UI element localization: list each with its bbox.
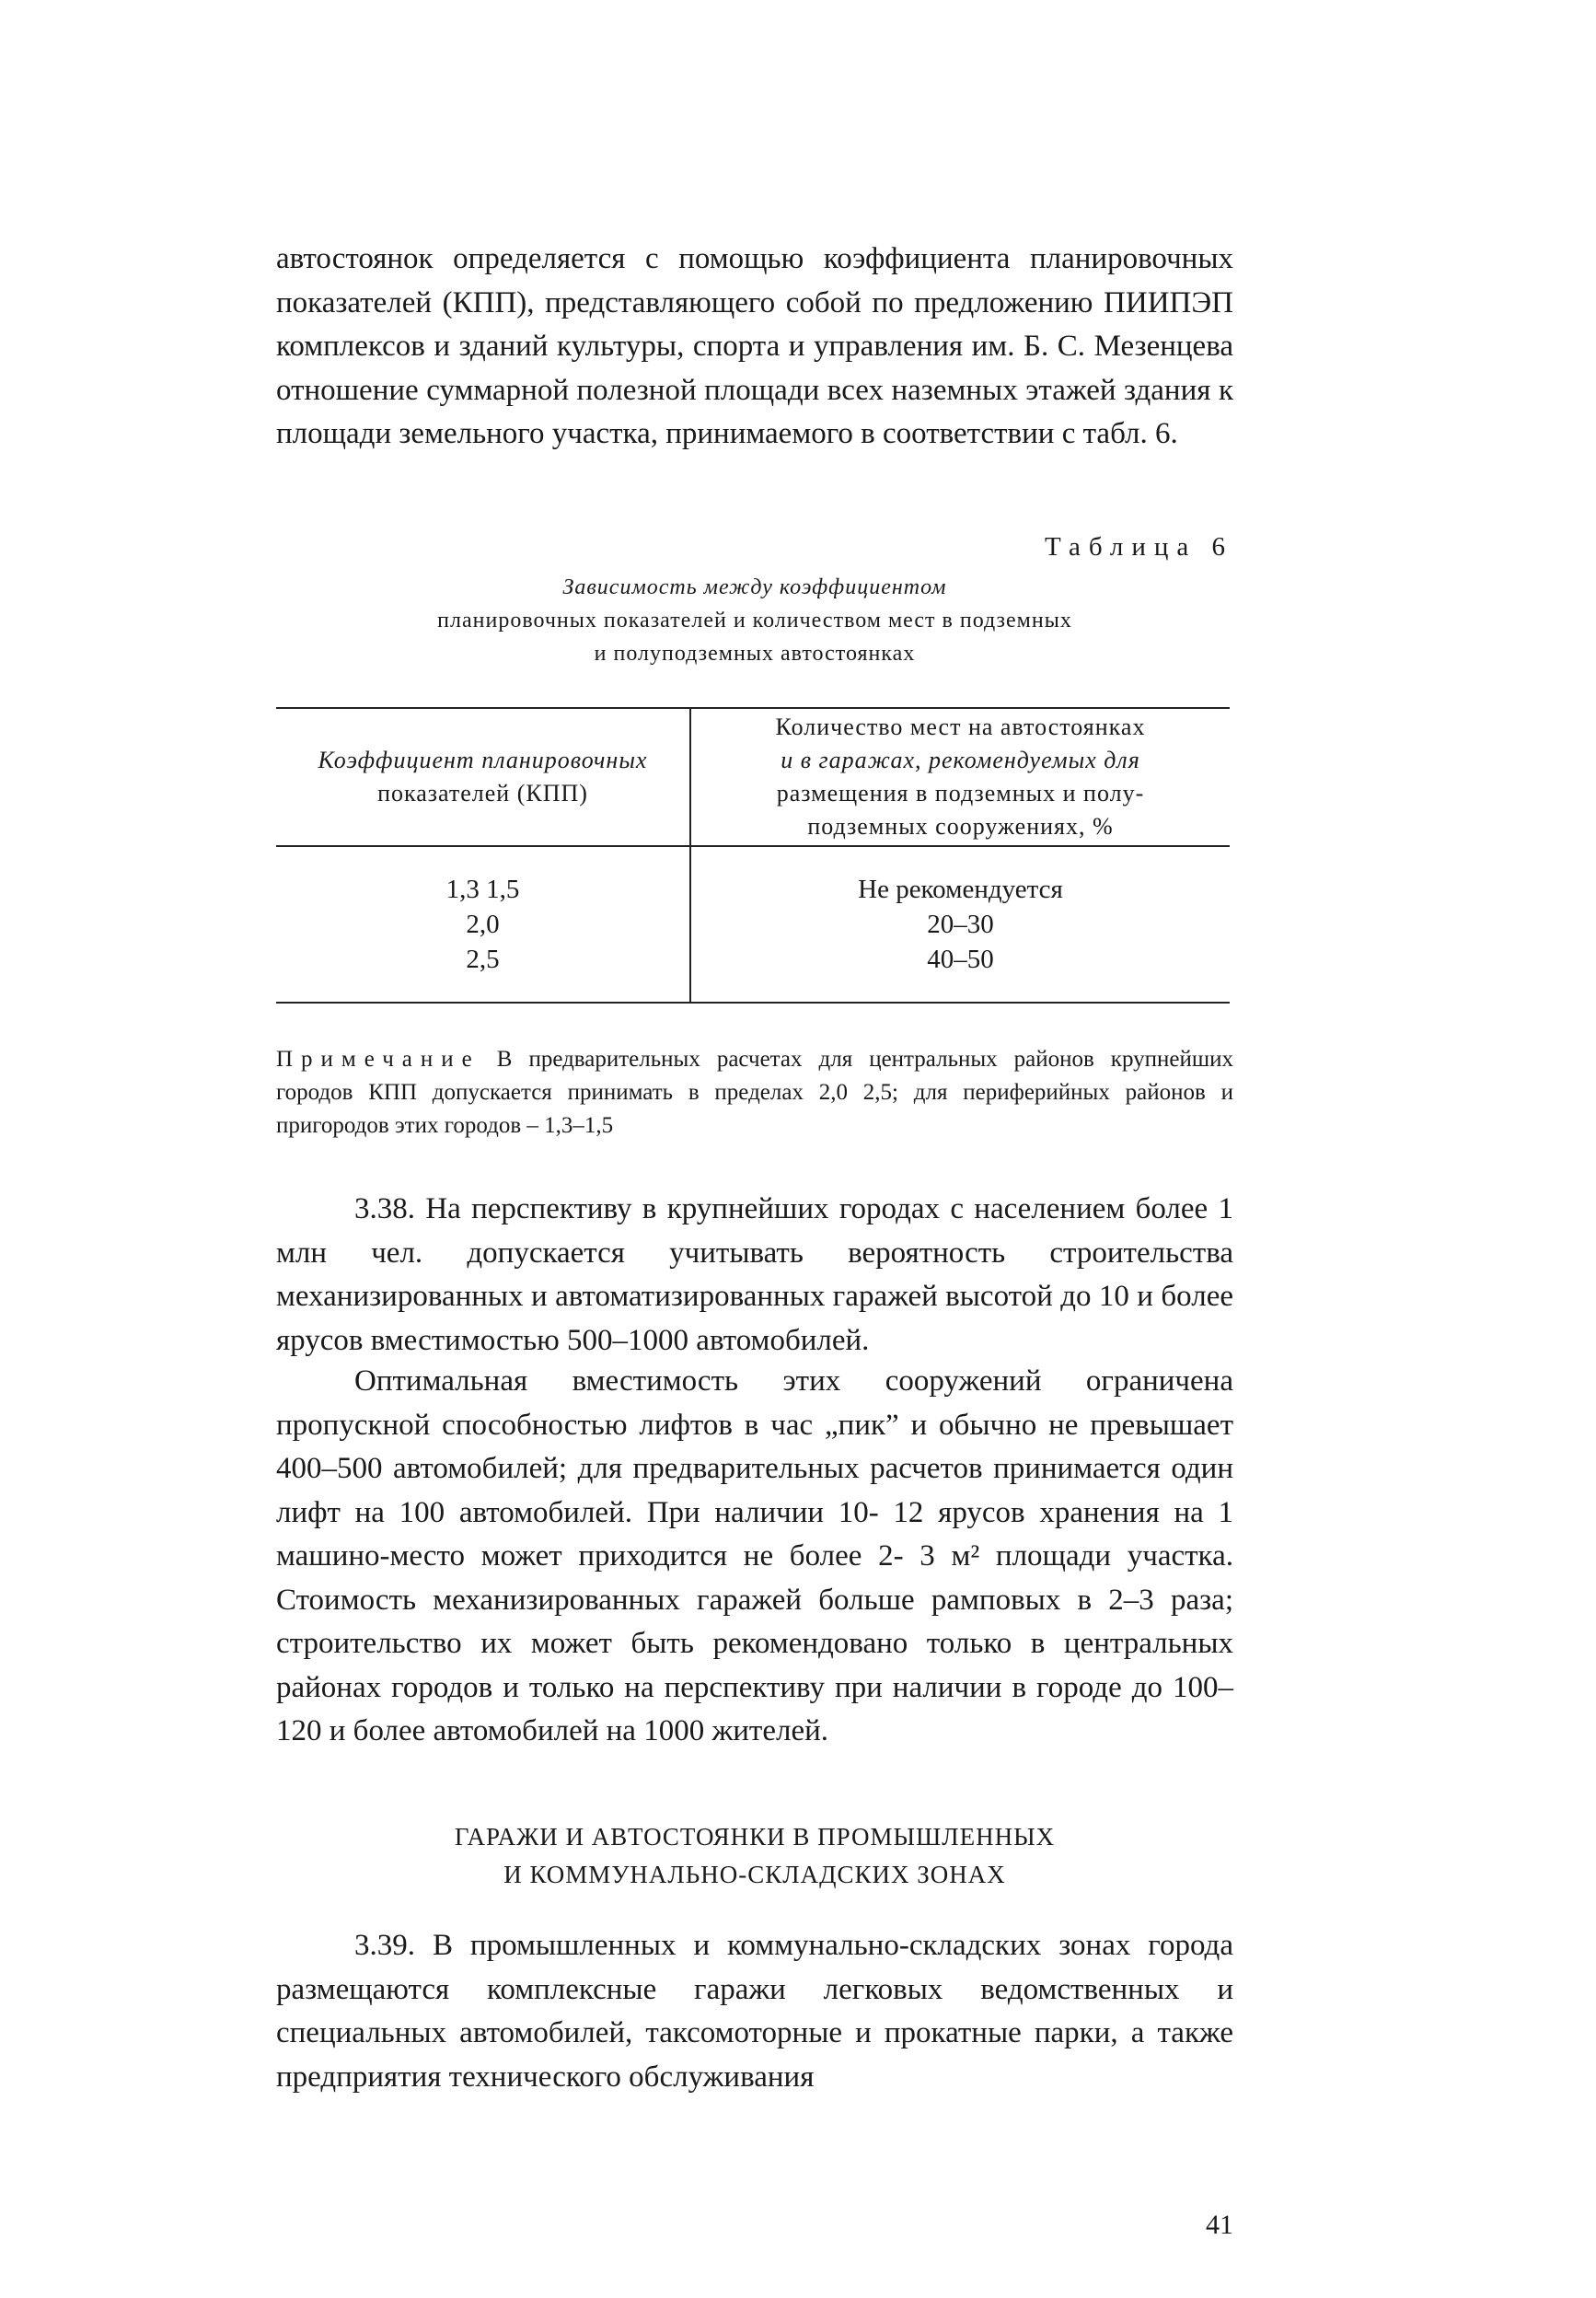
header-kpp-line-2: показателей (КПП): [377, 780, 588, 807]
section-heading-line-2: И КОММУНАЛЬНО-СКЛАДСКИХ ЗОНАХ: [503, 1861, 1006, 1888]
table-title: [276, 571, 1233, 670]
header-places: [690, 708, 1230, 846]
header-places-line-3: размещения в подземных и полу-: [776, 780, 1145, 807]
table-title-line-1: Зависимость между коэффициентом: [562, 575, 947, 599]
table-header: [276, 708, 1230, 846]
note-text: В предварительных расчетах для центральных районов крупнейших городов КПП допускается принимать в пределах 2,0 2,5; для периферийных районов и пригородов этих городов – 1,3–1,5: [276, 1047, 1233, 1138]
kpp-values-cell: [276, 846, 690, 1003]
kpp-value: 2,5: [466, 945, 500, 974]
places-values-cell: [690, 846, 1230, 1003]
header-places-line-1: Количество мест на автостоянках: [775, 714, 1146, 740]
header-places-line-4: подземных сооружениях, %: [807, 813, 1114, 840]
places-value: 40–50: [927, 945, 994, 974]
table-title-line-3: и полуподземных автостоянках: [594, 642, 916, 666]
places-value: Не рекомендуется: [858, 875, 1063, 904]
note-label: Примечание: [276, 1047, 480, 1072]
table-row: [276, 846, 1230, 1003]
header-kpp-line-1: Коэффициент планировочных: [318, 747, 648, 773]
kpp-value: 2,0: [466, 910, 500, 939]
header-places-line-2: и в гаражах, рекомендуемых для: [781, 747, 1140, 773]
table-label: Таблица 6: [1044, 532, 1233, 562]
table-note: [276, 1043, 1233, 1143]
section-heading-line-1: ГАРАЖИ И АВТОСТОЯНКИ В ПРОМЫШЛЕННЫХ: [454, 1823, 1056, 1851]
paragraph-3-39: 3.39. В промышленных и коммунально-складских зонах города размещаются комплексные гаражи легковых ведомственных и специальных автомобилей, таксомоторные и прокатные парки, а также предприятия технического обслуживания: [276, 1929, 1233, 2094]
kpp-table: [276, 707, 1230, 1004]
header-kpp: [276, 708, 690, 846]
section-heading: [276, 1818, 1233, 1894]
kpp-value: 1,3 1,5: [445, 875, 520, 904]
table-title-line-2: планировочных показателей и количеством мест в подземных: [437, 609, 1072, 633]
paragraph-3-38: 3.38. На перспективу в крупнейших городах с населением более 1 млн чел. допускается учитывать вероятность строительства механизированных и автоматизированных гаражей высотой до 10 и более ярусов вместимостью 500–1000 автомобилей.: [276, 1192, 1233, 1357]
places-value: 20–30: [927, 910, 994, 939]
page-number: 41: [1206, 2210, 1233, 2240]
paragraph-3-38-continued: Оптимальная вместимость этих сооружений ограничена пропускной способностью лифтов в час „пик” и обычно не превышает 400–500 автомобилей; для предварительных расчетов принимается один лифт на 100 автомобилей. При наличии 10- 12 ярусов хранения на 1 машино-место может приходится не более 2- 3 м² площади участка. Стоимость механизированных гаражей больше рамповых в 2–3 раза; строительство их может быть рекомендовано только в центральных районах городов и только на перспективу при наличии в городе до 100–120 и более автомобилей на 1000 жителей.: [276, 1364, 1233, 1747]
table-body: [276, 846, 1230, 1003]
paragraph-intro: автостоянок определяется с помощью коэффициента планировочных показателей (КПП), представляющего собой по предложению ПИИПЭП комплексов и зданий культуры, спорта и управления им. Б. С. Мезенцева отношение суммарной полезной площади всех наземных этажей здания к площади земельного участка, принимаемого в соответствии с табл. 6.: [276, 242, 1233, 450]
